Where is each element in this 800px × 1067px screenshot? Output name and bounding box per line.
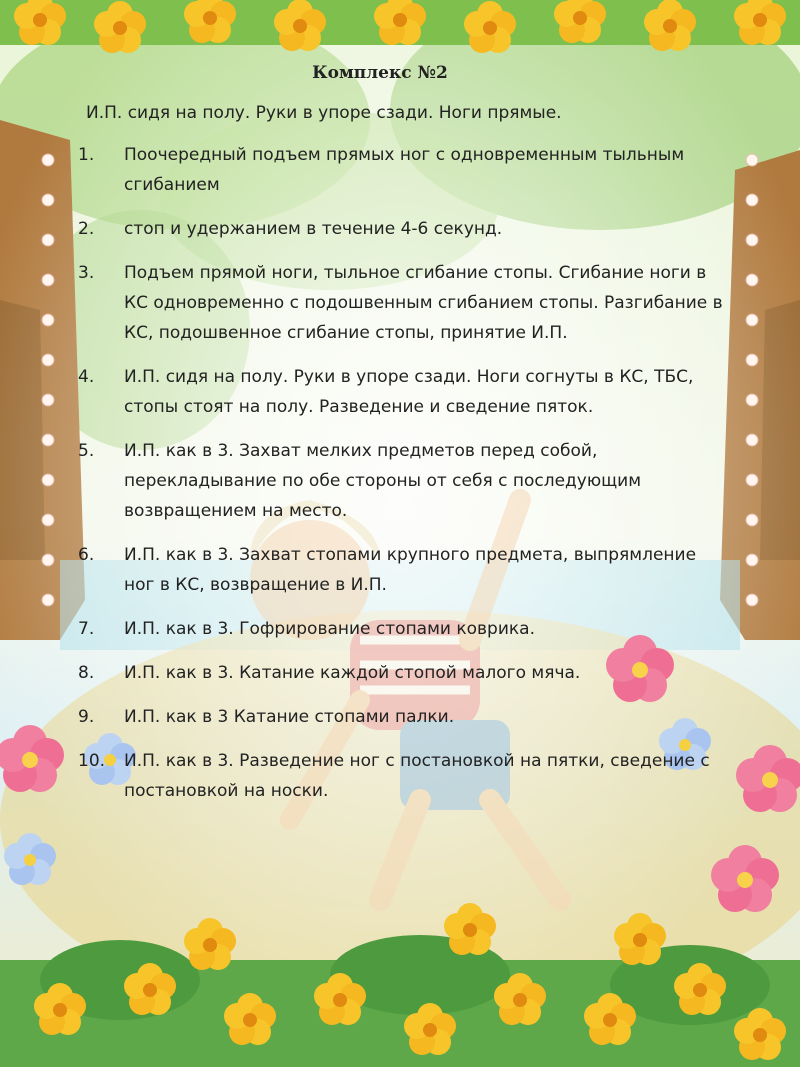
item-text: И.П. как в 3. Захват стопами крупного предмета, выпрямление ног в КС, возвращение в И.П. [124,545,697,595]
item-number: 1. [78,145,95,165]
list-item [70,746,750,806]
exercise-list [70,140,750,806]
list-item [70,658,750,688]
list-item [70,614,750,644]
item-text: Поочередный подъем прямых ног с одновременным тыльным сгибанием [124,145,685,195]
item-text: И.П. сидя на полу. Руки в упоре сзади. Ноги согнуты в КС, ТБС, стопы стоят на полу. Разведение и сведение пяток. [124,367,694,417]
item-text: И.П. как в 3. Захват мелких предметов перед собой, перекладывание по обе стороны от себя с последующим возвращением на место. [124,441,642,521]
list-item [70,540,750,600]
item-number: 5. [78,441,95,461]
list-item [70,436,750,526]
list-item [70,702,750,732]
item-number: 4. [78,367,95,387]
list-item [70,214,750,244]
exercise-complex [70,58,750,820]
item-number: 8. [78,663,95,683]
item-text: И.П. как в 3. Разведение ног с постановкой на пятки, сведение с постановкой на носки. [124,751,710,801]
item-text: Подъем прямой ноги, тыльное сгибание стопы. Сгибание ноги в КС одновременно с подошвенным сгибанием стопы. Разгибание в КС, подошвенное сгибание стопы, принятие И.П. [124,263,723,343]
item-number: 3. [78,263,95,283]
item-number: 10. [78,751,106,771]
list-item [70,140,750,200]
item-number: 7. [78,619,95,639]
starting-position: И.П. сидя на полу. Руки в упоре сзади. Ноги прямые. [86,103,562,123]
item-text: И.П. как в 3. Катание каждой стопой малого мяча. [124,663,581,683]
item-number: 2. [78,219,95,239]
item-number: 9. [78,707,95,727]
item-text: стоп и удержанием в течение 4-6 секунд. [124,219,503,239]
list-item [70,362,750,422]
item-text: И.П. как в 3. Гофрирование стопами коврика. [124,619,535,639]
item-number: 6. [78,545,95,565]
list-item [70,258,750,348]
item-text: И.П. как в 3 Катание стопами палки. [124,707,455,727]
page-title: Комплекс №2 [312,63,448,83]
